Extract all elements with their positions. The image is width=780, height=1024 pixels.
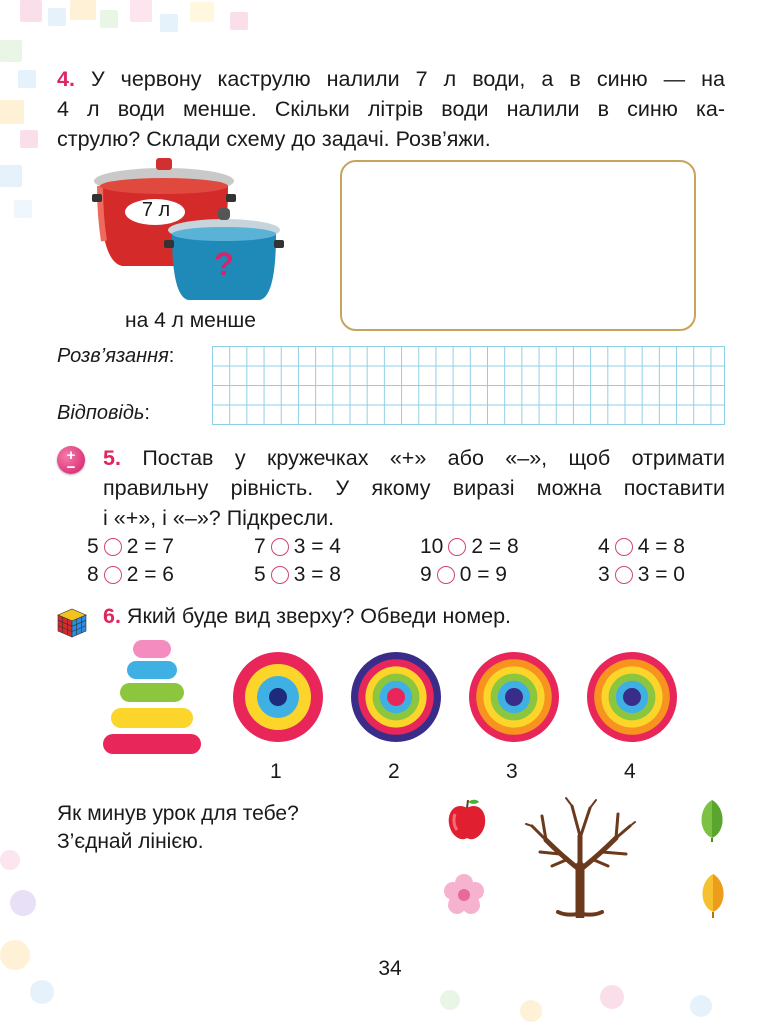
green-leaf-icon[interactable] [696, 798, 728, 847]
equation-left-operand: 5 [87, 535, 99, 558]
apple-icon[interactable] [443, 796, 491, 849]
equation-left-operand: 7 [254, 535, 266, 558]
operator-circle[interactable] [615, 538, 633, 556]
task4-line-1: 4. У червону каструлю налили 7 л води, а в синю — на [57, 67, 725, 91]
top-view-option-2 [351, 652, 441, 747]
answer-label: Відповідь: [57, 402, 150, 424]
concentric-rings-icon [351, 652, 441, 742]
task5-text [103, 443, 725, 533]
equation-rest: 3 = 8 [293, 563, 341, 586]
equation-rest: 2 = 6 [126, 563, 174, 586]
reflection-line-2: З’єднай лінією. [57, 830, 204, 853]
task5-line-3: і «+», і «–»? Підкресли. [103, 506, 335, 530]
equation [598, 563, 685, 587]
page-number: 34 [378, 957, 402, 980]
operator-circle[interactable] [448, 538, 466, 556]
task6-number: 6. [103, 604, 121, 628]
concentric-rings-icon [233, 652, 323, 742]
top-view-option-3 [469, 652, 559, 747]
plus-minus-icon: + − [57, 446, 85, 474]
option-number[interactable]: 3 [506, 760, 518, 783]
equation [598, 535, 685, 559]
equation-rest: 4 = 8 [637, 535, 685, 558]
top-view-option-4 [587, 652, 677, 747]
red-pot-label: 7 л [141, 199, 171, 221]
solution-label: Розв’язання: [57, 345, 175, 367]
equation-rest: 2 = 7 [126, 535, 174, 558]
equation-rest: 2 = 8 [471, 535, 519, 558]
equation-rest: 0 = 9 [459, 563, 507, 586]
reflection-line-1: Як минув урок для тебе? [57, 802, 299, 825]
task4-line-3: струлю? Склади схему до задачі. Розв’яжи. [57, 127, 491, 151]
equation-left-operand: 5 [254, 563, 266, 586]
blue-pot-question: ? [214, 246, 234, 282]
operator-circle[interactable] [104, 566, 122, 584]
equation [420, 563, 507, 587]
equation [420, 535, 519, 559]
equation [254, 563, 341, 587]
equation [87, 535, 174, 559]
bare-tree-icon[interactable] [522, 796, 638, 923]
task5-number: 5. [103, 446, 121, 470]
option-number[interactable]: 4 [624, 760, 636, 783]
equation-rest: 3 = 4 [293, 535, 341, 558]
flower-icon[interactable] [441, 872, 487, 923]
task5-line-1: 5. Постав у кружечках «+» або «–», щоб отримати [103, 446, 725, 470]
task6-text: 6. Який буде вид зверху? Обведи номер. [103, 604, 512, 628]
option-number[interactable]: 1 [270, 760, 282, 783]
ring [623, 688, 641, 706]
equation-rest: 3 = 0 [637, 563, 685, 586]
equation [87, 563, 174, 587]
equation-left-operand: 3 [598, 563, 610, 586]
equation [254, 535, 341, 559]
ring [387, 688, 405, 706]
task4-number: 4. [57, 67, 75, 91]
operator-circle[interactable] [271, 566, 289, 584]
rubiks-cube-icon [54, 605, 90, 646]
operator-circle[interactable] [437, 566, 455, 584]
scheme-drawing-area[interactable] [340, 160, 696, 331]
ring [269, 688, 287, 706]
equation-left-operand: 8 [87, 563, 99, 586]
task4-text [57, 64, 725, 154]
operator-circle[interactable] [615, 566, 633, 584]
concentric-rings-icon [587, 652, 677, 742]
option-number[interactable]: 2 [388, 760, 400, 783]
stacking-pyramid-toy [100, 640, 204, 761]
equation-left-operand: 4 [598, 535, 610, 558]
operator-circle[interactable] [104, 538, 122, 556]
pots-illustration [92, 156, 292, 306]
equation-left-operand: 9 [420, 563, 432, 586]
yellow-leaf-icon[interactable] [697, 872, 729, 923]
task5-line-2: правильну рівність. У якому виразі можна поставити [103, 476, 725, 500]
equation-left-operand: 10 [420, 535, 444, 558]
concentric-rings-icon [469, 652, 559, 742]
task4-line-2: 4 л води менше. Скільки літрів води налили в синю ка- [57, 97, 725, 121]
operator-circle[interactable] [271, 538, 289, 556]
reflection-text [57, 800, 299, 856]
ring [505, 688, 523, 706]
top-view-option-1 [233, 652, 323, 747]
solution-grid[interactable] [212, 346, 725, 425]
pots-caption: на 4 л менше [125, 309, 256, 332]
